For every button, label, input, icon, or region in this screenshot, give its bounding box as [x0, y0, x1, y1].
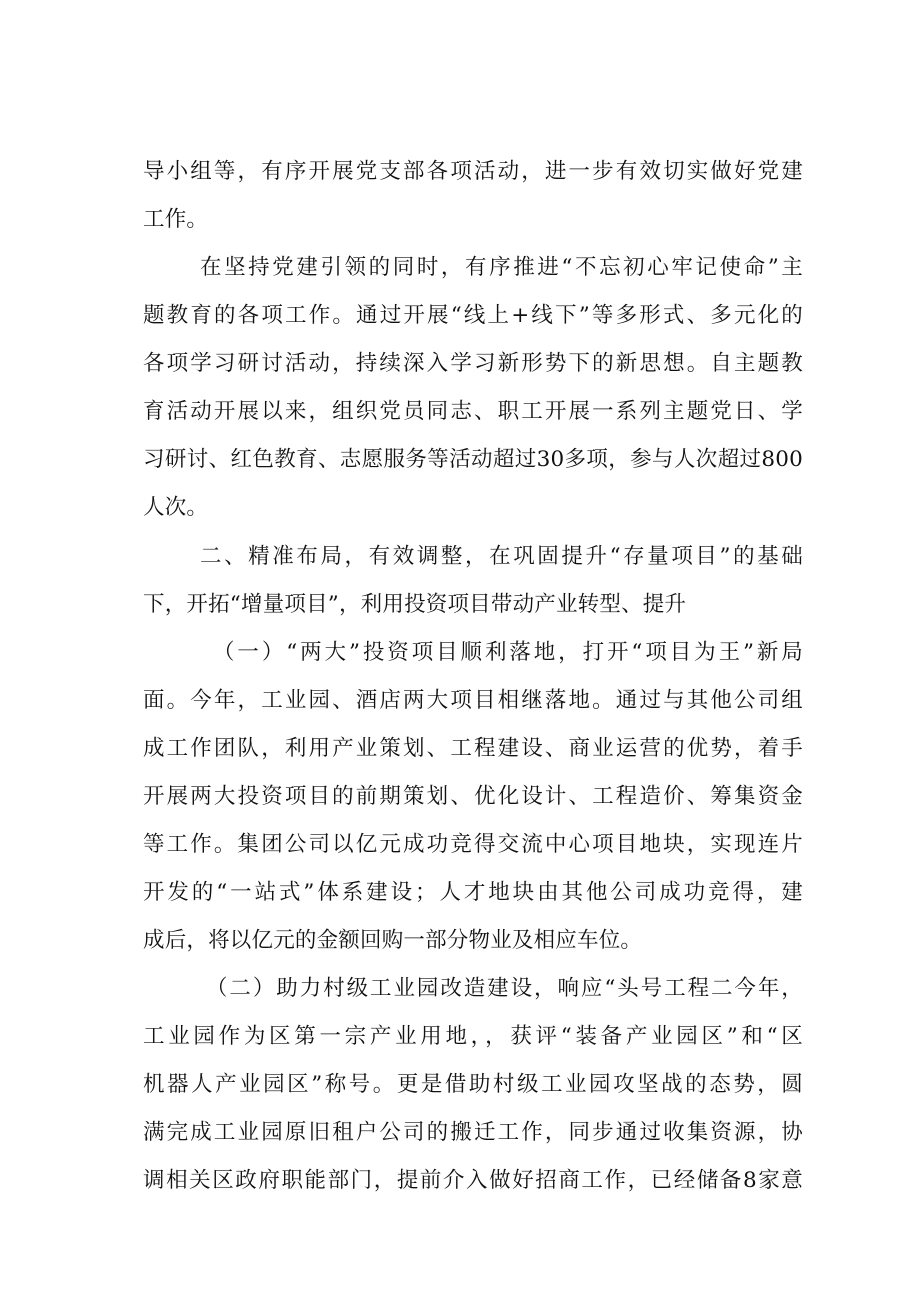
subsection-heading: （一）“两大”投资项目顺利落地，打开“项目为王”新局 [213, 640, 803, 665]
text-line: 满完成工业园原旧租户公司的搬迁工作，同步通过收集资源，协 [143, 1120, 803, 1145]
section-heading: 二、精准布局，有效调整，在巩固提升“存量项目”的基础 [200, 544, 803, 569]
text-line: 习研讨、红色教育、志愿服务等活动超过30多项，参与人次超过800 [143, 447, 803, 472]
text-line: 育活动开展以来，组织党员同志、职工开展一系列主题党日、学 [143, 399, 803, 424]
text-line: 机器人产业园区”称号。更是借助村级工业园攻坚战的态势，圆 [143, 1072, 803, 1097]
section-heading-continued: 下，开拓“增量项目”，利用投资项目带动产业转型、提升 [143, 592, 687, 617]
text-line: 开发的“一站式”体系建设；人才地块由其他公司成功竞得，建 [143, 880, 803, 905]
text-line: 题教育的各项工作。通过开展“线上+线下”等多形式、多元化的 [143, 303, 803, 328]
text-line: 工业园作为区第一宗产业用地，，获评“装备产业园区”和“区 [143, 1024, 803, 1049]
text-line: 开展两大投资项目的前期策划、优化设计、工程造价、筹集资金 [143, 784, 803, 809]
paragraph-first-line: 在坚持党建引领的同时，有序推进“不忘初心牢记使命”主 [200, 255, 803, 280]
text-line: 工作。 [143, 207, 209, 232]
text-line: 人次。 [143, 495, 209, 520]
text-line: 成工作团队，利用产业策划、工程建设、商业运营的优势，着手 [143, 736, 803, 761]
text-line: 面。今年，工业园、酒店两大项目相继落地。通过与其他公司组 [143, 688, 803, 713]
text-line: 成后，将以亿元的金额回购一部分物业及相应车位。 [143, 928, 643, 953]
text-line: 等工作。集团公司以亿元成功竞得交流中心项目地块，实现连片 [143, 832, 803, 857]
text-line: 导小组等，有序开展党支部各项活动，进一步有效切实做好党建 [143, 159, 803, 184]
subsection-heading: （二）助力村级工业园改造建设，响应“头号工程二今年， [206, 976, 803, 1001]
text-line: 各项学习研讨活动，持续深入学习新形势下的新思想。自主题教 [143, 351, 803, 376]
text-line: 调相关区政府职能部门，提前介入做好招商工作，已经储备8家意 [143, 1168, 803, 1193]
